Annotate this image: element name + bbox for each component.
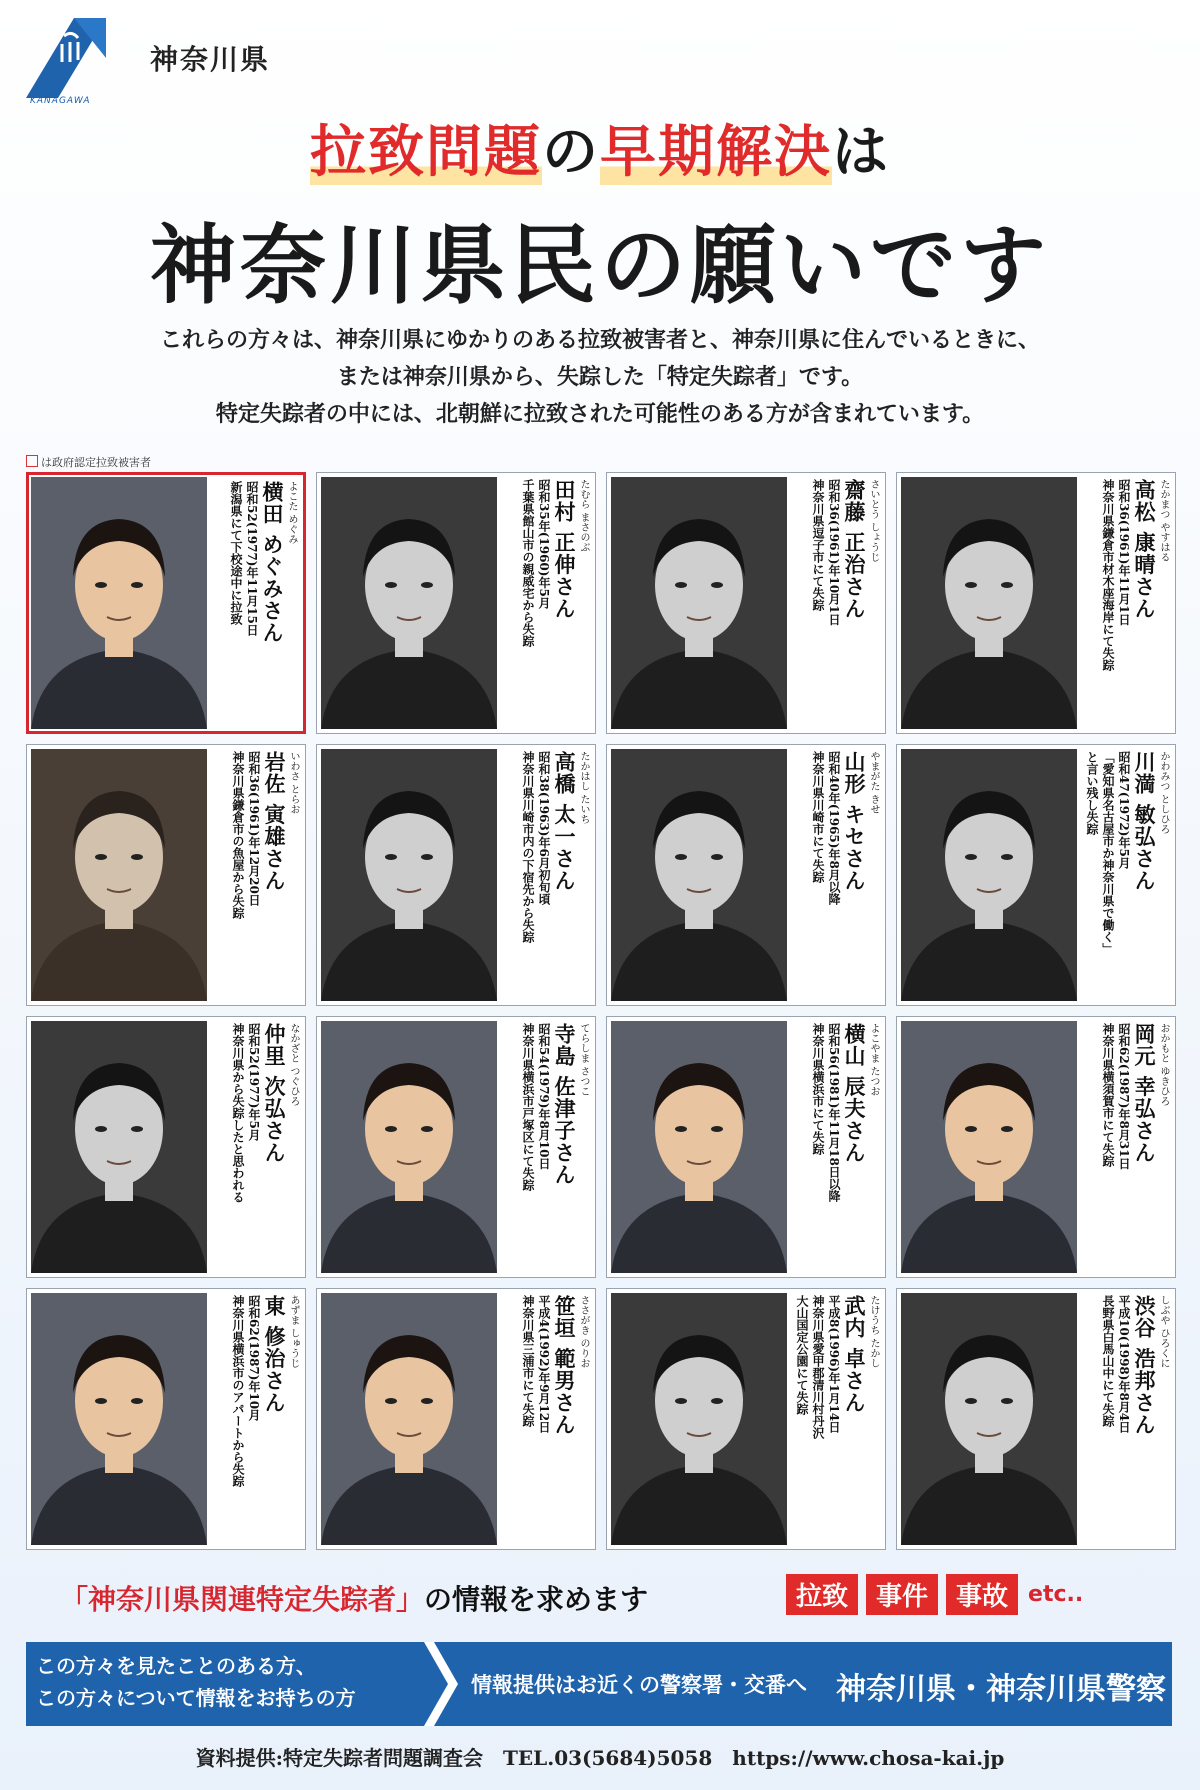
legend-red-box-icon [26,455,38,467]
headline-part: 早期解決 [600,119,832,185]
person-info [497,1023,591,1275]
person-info [787,1295,881,1547]
person-ruby: よこやま たつお [868,1023,879,1097]
person-info [207,751,301,1003]
person-info [497,479,591,731]
person-detail: 神奈川県横須賀市にて失踪 [1101,1023,1115,1167]
person-grid [26,472,1176,1550]
person-name: 山形 キセさん [842,751,867,892]
person-detail: 新潟県にて下校途中に拉致 [229,481,243,625]
person-photo [321,749,497,1001]
person-detail: と言い残し失踪 [1085,751,1099,835]
person-info [205,481,299,733]
person-photo [321,1293,497,1545]
person-name: 高松 康晴さん [1132,479,1157,620]
person-photo [611,1021,787,1273]
person-detail: 長野県白馬山中にて失踪 [1101,1295,1115,1427]
person-detail: 神奈川県三浦市にて失踪 [521,1295,535,1427]
person-name: 渋谷 浩邦さん [1132,1295,1157,1436]
portrait-icon [31,1293,207,1545]
search-message [60,1578,648,1618]
person-photo [321,1021,497,1273]
person-photo [611,477,787,729]
portrait-icon [321,1293,497,1545]
person-card [896,1016,1176,1278]
person-card [896,472,1176,734]
person-card [606,472,886,734]
portrait-icon [901,1293,1077,1545]
portrait-icon [611,749,787,1001]
person-detail: 昭和36(1961)年10月1日 [827,479,841,626]
person-ruby: いわさ とらお [288,751,299,815]
person-name: 岩佐 寅雄さん [262,751,287,892]
banner-left-line: この方々を見たことのある方、 [36,1654,316,1678]
person-photo [31,477,207,729]
person-ruby: しぶや ひろくに [1158,1295,1169,1369]
search-quote: 「神奈川県関連特定失踪者」 [60,1583,425,1616]
person-detail: 昭和47(1972)年5月 [1117,751,1131,869]
person-detail: 昭和35年(1960)年5月 [537,479,551,609]
lead-text [0,322,1200,433]
person-name: 武内 卓さん [842,1295,867,1414]
person-card [896,1288,1176,1550]
person-detail: 平成10(1998)年8月4日 [1117,1295,1131,1434]
person-card [26,1288,306,1550]
person-ruby: たかはし たいち [578,751,589,825]
person-card [26,1016,306,1278]
person-detail: 昭和52(1977)年5月 [247,1023,261,1141]
person-name: 田村 正伸さん [552,479,577,620]
person-detail: 昭和38(1963)年6月初旬頃 [537,751,551,905]
person-ruby: ささがき のりお [578,1295,589,1369]
person-name: 仲里 次弘さん [262,1023,287,1164]
person-info [497,751,591,1003]
person-info [787,479,881,731]
person-detail: 昭和52(1977)年11月15日 [245,481,259,636]
person-name: 東 修治さん [262,1295,287,1414]
headline-part: 拉致問題 [310,119,542,185]
headline-part: は [832,119,890,185]
person-name: 岡元 幸弘さん [1132,1023,1157,1164]
person-detail: 大山国定公園にて失踪 [795,1295,809,1415]
person-detail: 昭和62(1987)年8月31日 [1117,1023,1131,1170]
person-card [316,1016,596,1278]
person-detail: 平成4(1992)年9月12日 [537,1295,551,1434]
person-photo [901,1293,1077,1545]
person-detail: 神奈川県から失踪したと思われる [231,1023,245,1203]
headline-line1 [0,108,1200,188]
headline-line2: 神奈川県民の願いです [150,215,1050,316]
person-detail: 神奈川県鎌倉市材木座海岸にて失踪 [1101,479,1115,671]
person-ruby: かわみつ としひろ [1158,751,1169,835]
person-detail: 昭和62(1987)年10月 [247,1295,261,1422]
portrait-icon [31,1021,207,1273]
banner-right-text: 神奈川県・神奈川県警察 [836,1672,1166,1707]
person-photo [31,1293,207,1545]
person-detail: 昭和36(1961)年11月1日 [1117,479,1131,626]
person-info [1077,1295,1171,1547]
person-detail: 昭和56(1981)年11月18日以降 [827,1023,841,1202]
logo-mark-icon [26,18,106,98]
portrait-icon [611,1293,787,1545]
legend [26,454,151,470]
person-info [1077,1023,1171,1275]
banner-left-line: この方々について情報をお持ちの方 [36,1686,356,1710]
person-name: 横田 めぐみさん [260,481,285,644]
footer-credit: 資料提供:特定失踪者問題調査会 TEL.03(5684)5058 https://www.chosa-kai.jp [195,1746,1005,1770]
search-rest: の情報を求めます [424,1583,649,1616]
person-ruby: よこた めぐみ [286,481,297,545]
person-name: 笹垣 範男さん [552,1295,577,1436]
person-ruby: たかまつ やすはる [1158,479,1169,563]
person-detail: 神奈川県川崎市にて失踪 [811,751,825,883]
portrait-icon [901,477,1077,729]
person-card [26,472,306,734]
person-info [1077,479,1171,731]
headline-part: の [542,119,600,185]
person-card [606,744,886,1006]
person-detail: 昭和36(1961)年12月20日 [247,751,261,906]
legend-text: は政府認定拉致被害者 [41,456,151,469]
person-photo [901,1021,1077,1273]
portrait-icon [611,1021,787,1273]
person-name: 寺島 佐津子さん [552,1023,577,1186]
person-ruby: やまがた きせ [868,751,879,815]
tag-accident: 事故 [946,1574,1018,1615]
portrait-icon [31,477,207,729]
person-photo [611,749,787,1001]
person-ruby: たむら まさのぶ [578,479,589,553]
portrait-icon [321,749,497,1001]
person-name: 高橋 太一さん [552,751,577,892]
person-info [787,1023,881,1275]
banner-left-text [36,1650,356,1714]
tag-etc: etc.. [1028,1582,1084,1607]
person-ruby: おかもと ゆきひろ [1158,1023,1169,1107]
person-card [606,1288,886,1550]
person-card [896,744,1176,1006]
person-photo [611,1293,787,1545]
portrait-icon [901,1021,1077,1273]
lead-line: これらの方々は、神奈川県にゆかりのある拉致被害者と、神奈川県に住んでいるときに、 [159,327,1040,353]
person-photo [31,749,207,1001]
person-photo [901,477,1077,729]
person-detail: 神奈川県川崎市内の下宿先から失踪 [521,751,535,943]
person-detail: 神奈川県横浜市のアパートから失踪 [231,1295,245,1487]
person-photo [901,749,1077,1001]
person-name: 齋藤 正治さん [842,479,867,620]
person-detail: 千葉県館山市の親威宅から失踪 [521,479,535,647]
person-ruby: さいとう しょうじ [868,479,879,563]
portrait-icon [901,749,1077,1001]
info-banner [26,1642,1172,1726]
portrait-icon [31,749,207,1001]
person-ruby: てらしま さつこ [578,1023,589,1097]
person-detail: 神奈川県愛甲郡清川村丹沢 [811,1295,825,1439]
person-detail: 平成8(1996)年1月14日 [827,1295,841,1434]
person-detail: 「愛知県名古屋市か神奈川県で働く」 [1101,751,1115,955]
person-detail: 神奈川県横浜市にて失踪 [811,1023,825,1155]
banner-middle-text: 情報提供はお近くの警察署・交番へ [471,1672,807,1697]
person-photo [321,477,497,729]
person-card [606,1016,886,1278]
person-name: 横山 辰夫さん [842,1023,867,1164]
person-ruby: なかざと つぐひろ [288,1023,299,1107]
person-info [497,1295,591,1547]
prefecture-name: 神奈川県 [150,43,271,76]
person-photo [31,1021,207,1273]
portrait-icon [321,1021,497,1273]
lead-line: または神奈川県から、失踪した「特定失踪者」です。 [336,364,864,390]
person-ruby: たけうち たかし [868,1295,879,1369]
tag-abduction: 拉致 [786,1574,858,1615]
portrait-icon [321,477,497,729]
person-info [1077,751,1171,1003]
person-ruby: あずま しゅうじ [288,1295,299,1369]
person-card [26,744,306,1006]
person-card [316,472,596,734]
person-detail: 昭和40年(1965)年8月以降 [827,751,841,905]
person-name: 川満 敏弘さん [1132,751,1157,892]
lead-line: 特定失踪者の中には、北朝鮮に拉致された可能性のある方が含まれています。 [215,401,985,427]
person-detail: 神奈川県横浜市戸塚区にて失踪 [521,1023,535,1191]
person-card [316,744,596,1006]
person-info [787,751,881,1003]
case-tags [786,1574,1083,1615]
kanagawa-logo [26,18,106,98]
person-card [316,1288,596,1550]
tag-incident: 事件 [866,1574,938,1615]
person-detail: 神奈川県鎌倉市の魚屋から失踪 [231,751,245,919]
logo-subtext: KANAGAWA [30,96,91,106]
person-detail: 昭和54(1979)年8月10日 [537,1023,551,1170]
person-detail: 神奈川県逗子市にて失踪 [811,479,825,611]
person-info [207,1023,301,1275]
portrait-icon [611,477,787,729]
person-info [207,1295,301,1547]
chevron-right-icon [424,1642,458,1726]
